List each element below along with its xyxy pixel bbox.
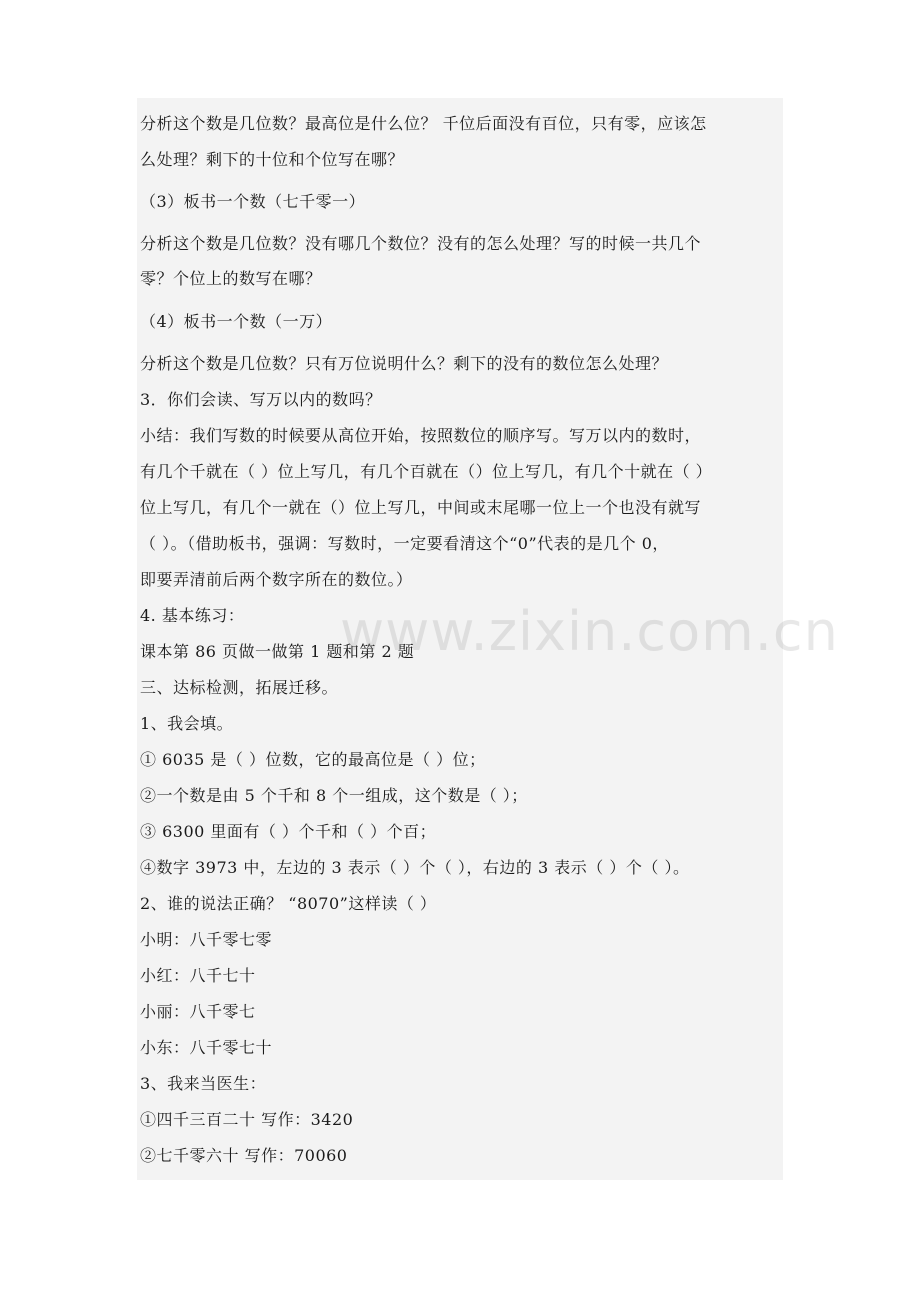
text-line: 1、我会填。 [140,714,234,733]
text-line: 有几个千就在（ ）位上写几，有几个百就在（）位上写几，有几个十就在（ ） [140,462,713,481]
text-line: 3．你们会读、写万以内的数吗？ [140,390,382,409]
text-line: 4. 基本练习： [140,606,245,625]
text-line: 3、我来当医生： [140,1074,267,1093]
text-line: （3）板书一个数（七千零一） [140,192,366,211]
text-line: ① 6035 是（ ）位数，它的最高位是（ ）位； [140,750,486,769]
text-line: 小丽：八千零七 [140,1002,256,1021]
text-line: 小结：我们写数的时候要从高位开始，按照数位的顺序写。写万以内的数时， [140,426,702,445]
text-line: ②一个数是由 5 个千和 8 个一组成，这个数是（ ）； [140,786,528,805]
text-line: 位上写几，有几个一就在（）位上写几，中间或末尾哪一位上一个也没有就写 [140,498,702,517]
text-line: ①四千三百二十 写作：3420 [140,1110,354,1129]
section-heading: 三、达标检测，拓展迁移。 [140,678,339,697]
text-line: 课本第 86 页做一做第 1 题和第 2 题 [140,642,415,661]
text-line: 零？个位上的数写在哪？ [140,269,322,288]
watermark: www.zixin.com.cn [340,600,839,663]
text-line: 么处理？剩下的十位和个位写在哪？ [140,150,405,169]
text-line: 分析这个数是几位数？只有万位说明什么？剩下的没有的数位怎么处理？ [140,354,669,373]
text-line: ②七千零六十 写作：70060 [140,1146,348,1165]
text-line: （ ）。（借助板书，强调：写数时，一定要看清这个“0”代表的是几个 0， [140,534,669,553]
text-line: 小红：八千七十 [140,966,256,985]
text-line: （4）板书一个数（一万） [140,312,333,331]
text-line: 分析这个数是几位数？最高位是什么位？ 千位后面没有百位，只有零，应该怎 [140,114,707,133]
text-line: 分析这个数是几位数？没有哪几个数位？没有的怎么处理？写的时候一共几个 [140,234,702,253]
text-line: ③ 6300 里面有（ ）个千和（ ）个百； [140,822,437,841]
text-line: ④数字 3973 中，左边的 3 表示（ ）个（ ），右边的 3 表示（ ）个（ ）。 [140,858,690,877]
text-line: 2、谁的说法正确？ “8070”这样读（ ） [140,894,437,913]
text-line: 小东：八千零七十 [140,1038,273,1057]
text-line: 小明：八千零七零 [140,930,273,949]
text-line: 即要弄清前后两个数字所在的数位。） [140,570,413,589]
